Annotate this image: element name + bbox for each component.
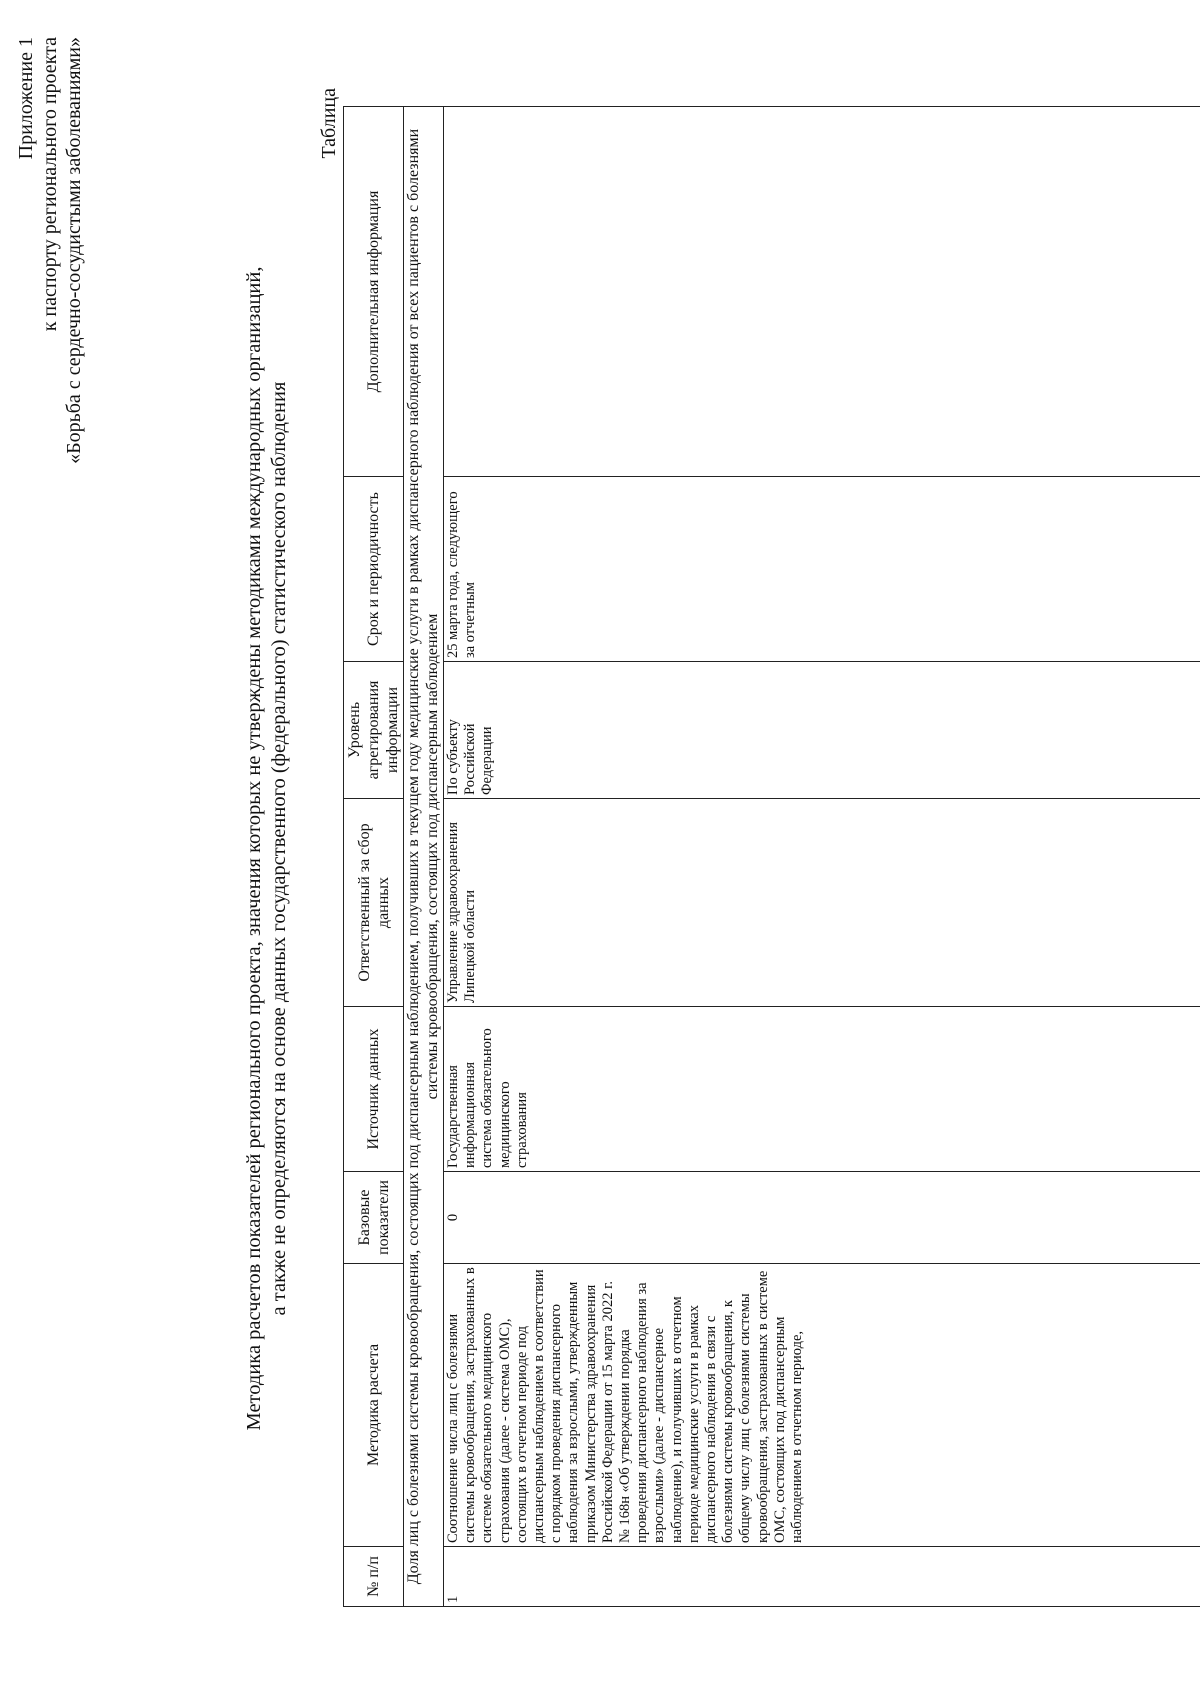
col-header-responsible: Ответственный за сбор данных xyxy=(344,799,404,1007)
document-title-block xyxy=(242,0,292,1697)
appendix-line-1: Приложение 1 xyxy=(15,37,37,160)
col-header-extra: Дополнительная информация xyxy=(344,107,404,477)
table-label: Таблица xyxy=(318,88,340,159)
col-header-num: № п/п xyxy=(344,1547,404,1607)
col-header-source: Источник данных xyxy=(344,1007,404,1172)
cell-base: 0 xyxy=(444,1172,1200,1264)
section-title: Доля лиц с болезнями системы кровообращения, состоящих под диспансерным наблюдением, получивших в текущем году медицинские услуги в рамках диспансерного наблюдения от всех пациентов с болезнями системы кровообращения, состоящих под диспансерным наблюдением xyxy=(404,107,444,1607)
col-header-period: Срок и периодичность xyxy=(344,477,404,662)
section-row xyxy=(404,107,444,1607)
cell-extra xyxy=(444,107,1200,477)
appendix-header-block xyxy=(14,37,86,797)
table-row xyxy=(444,107,1200,1607)
cell-num: 1 xyxy=(444,1547,1200,1607)
col-header-method: Методика расчета xyxy=(344,1264,404,1547)
cell-level: По субъекту Российской Федерации xyxy=(444,662,1200,799)
cell-source: Государственная информационная система обязательного медицинского страхования xyxy=(444,1007,1200,1172)
appendix-line-3: «Борьба с сердечно-сосудистыми заболеваниями» xyxy=(63,37,85,464)
cell-period: 25 марта года, следующего за отчетным xyxy=(444,477,1200,662)
methodology-table xyxy=(343,106,1200,1607)
appendix-line-2: к паспорту регионального проекта xyxy=(39,37,61,332)
table-header-row xyxy=(344,107,404,1607)
cell-method: Соотношение числа лиц с болезнями системы кровообращения, застрахованных в системе обязательного медицинского страхования (далее - система ОМС), состоящих в отчетном периоде под диспансерным наблюдением в соответствии с порядком проведения диспансерного наблюдения за взрослыми, утвержденным приказом Министерства здравоохранения Российской Федерации от 15 марта 2022 г. № 168н «Об утверждении порядка проведения диспансерного наблюдения за взрослыми» (далее - диспансерное наблюдение), и получивших в отчетном периоде медицинские услуги в рамках диспансерного наблюдения в связи с болезнями системы кровообращения, к общему числу лиц с болезнями системы кровообращения, застрахованных в системе ОМС, состоящих под диспансерным наблюдением в отчетном периоде, xyxy=(444,1264,1200,1547)
cell-responsible: Управление здравоохранения Липецкой области xyxy=(444,799,1200,1007)
title-line-2: а также не определяются на основе данных государственного (федерального) статистического наблюдения xyxy=(268,381,290,1316)
title-line-1: Методика расчетов показателей регионального проекта, значения которых не утверждены методиками международных организаций, xyxy=(243,266,265,1431)
col-header-base: Базовые показатели xyxy=(344,1172,404,1264)
col-header-level: Уровень агрегирования информации xyxy=(344,662,404,799)
